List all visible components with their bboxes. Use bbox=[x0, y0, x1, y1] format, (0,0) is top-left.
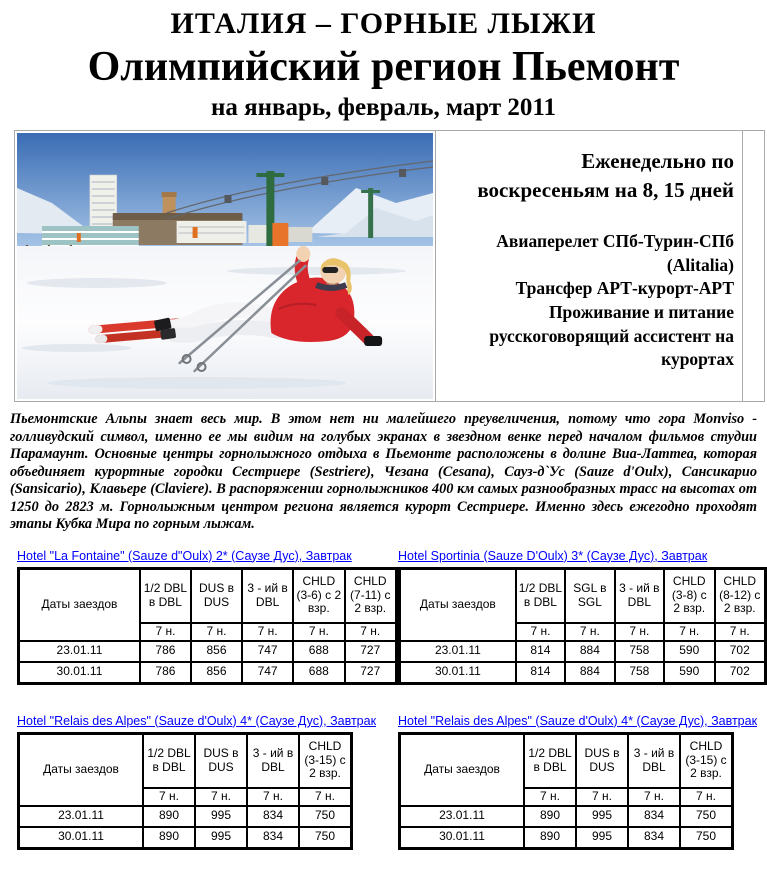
price-cell: 786 bbox=[140, 641, 191, 662]
duration-cell: 7 н. bbox=[680, 788, 733, 806]
room-type-header: CHLD (3-15) с 2 взр. bbox=[299, 733, 352, 788]
price-cell: 890 bbox=[143, 827, 195, 849]
price-cell: 834 bbox=[247, 827, 299, 849]
hotel-link-sportinia[interactable]: Hotel Sportinia (Sauze D'Oulx) 3* (Саузе Дус), Завтрак bbox=[398, 548, 708, 563]
price-cell: 890 bbox=[524, 806, 576, 827]
table-block-sportinia bbox=[398, 547, 767, 685]
table-row bbox=[400, 806, 733, 827]
offer-accommodation: Проживание и питание bbox=[548, 302, 734, 322]
duration-cell: 7 н. bbox=[664, 623, 714, 641]
hotel-link-relais-2[interactable]: Hotel "Relais des Alpes" (Sauze d'Oulx) 4* (Саузе Дус), Завтрак bbox=[398, 713, 758, 728]
table-row bbox=[400, 662, 766, 684]
offer-flight: Авиаперелет СПб-Турин-СПб (Alitalia) bbox=[496, 231, 734, 275]
hero-spacer bbox=[743, 131, 764, 401]
offer-weekly: Еженедельно по воскресеньям на 8, 15 дней bbox=[477, 149, 734, 202]
duration-cell: 7 н. bbox=[615, 623, 664, 641]
price-table-sportinia bbox=[398, 567, 767, 685]
price-cell: 890 bbox=[143, 806, 195, 827]
price-cell: 688 bbox=[293, 641, 344, 662]
price-cell: 727 bbox=[345, 662, 397, 684]
date-cell: 30.01.11 bbox=[19, 827, 144, 849]
price-cell: 834 bbox=[628, 827, 680, 849]
price-table-relais-2 bbox=[398, 732, 734, 850]
page-subtitle: Олимпийский регион Пьемонт bbox=[87, 43, 680, 90]
dates-header-cell: Даты заездов bbox=[400, 733, 525, 806]
price-cell: 814 bbox=[516, 641, 565, 662]
price-cell: 590 bbox=[664, 662, 714, 684]
price-cell: 884 bbox=[565, 641, 614, 662]
duration-cell: 7 н. bbox=[195, 788, 247, 806]
hotel-link-relais-1[interactable]: Hotel "Relais des Alpes" (Sauze d'Oulx) 4* (Саузе Дус), Завтрак bbox=[17, 713, 377, 728]
duration-cell: 7 н. bbox=[715, 623, 766, 641]
table-row bbox=[19, 827, 352, 849]
duration-cell: 7 н. bbox=[565, 623, 614, 641]
offer-transfer: Трансфер АРТ-курорт-АРТ bbox=[515, 278, 734, 299]
price-cell: 995 bbox=[576, 806, 628, 827]
page-period: на январь, февраль, март 2011 bbox=[210, 93, 557, 121]
price-cell: 856 bbox=[191, 662, 242, 684]
date-cell: 30.01.11 bbox=[400, 827, 525, 849]
room-type-header: CHLD (7-11) с 2 взр. bbox=[345, 568, 397, 623]
room-type-header: 3 - ий в DBL bbox=[242, 568, 293, 623]
duration-cell: 7 н. bbox=[191, 623, 242, 641]
dates-header-cell: Даты заездов bbox=[400, 568, 516, 641]
room-type-header: 3 - ий в DBL bbox=[615, 568, 664, 623]
duration-cell: 7 н. bbox=[628, 788, 680, 806]
room-type-header: DUS в DUS bbox=[195, 733, 247, 788]
price-cell: 750 bbox=[299, 827, 352, 849]
duration-cell: 7 н. bbox=[143, 788, 195, 806]
intro-paragraph: Пьемонтские Альпы знает весь мир. В этом нет ни малейшего преувеличения, потому что гора Monviso - голливудский символ, именно ее мы видим на голубых экранах в звездном венке перед началом фильмов студии Парамаунт. Основные центры горнолыжного отдыха в Пьемонте расположены в долине Виа-Латтеа, которая объединяет курортные городки Сестриере (Sestriere), Чезана (Cesana), Сауз-д`Ус (Sauze d'Oulx), Сансикарио (Sansicario), Клавьере (Claviere). В распоряжении горнолыжников 400 км самых разнообразных трасс на высотах от 1250 до 2823 м. Горнолыжным центром региона является курорт Сестриере. Именно здесь ежегодно проходят этапы Кубка Мира по горным лыжам. bbox=[10, 411, 757, 533]
price-cell: 750 bbox=[680, 827, 733, 849]
date-cell: 23.01.11 bbox=[19, 641, 140, 662]
price-table-la-fontaine bbox=[17, 567, 398, 685]
duration-cell: 7 н. bbox=[516, 623, 565, 641]
price-cell: 758 bbox=[615, 641, 664, 662]
price-cell: 750 bbox=[299, 806, 352, 827]
offer-text-block bbox=[436, 131, 743, 401]
price-cell: 747 bbox=[242, 662, 293, 684]
price-cell: 995 bbox=[195, 827, 247, 849]
price-tables-section bbox=[0, 547, 767, 850]
table-row bbox=[19, 806, 352, 827]
room-type-header: CHLD (3-6) с 2 взр. bbox=[293, 568, 344, 623]
duration-cell: 7 н. bbox=[247, 788, 299, 806]
date-cell: 23.01.11 bbox=[400, 806, 525, 827]
duration-cell: 7 н. bbox=[293, 623, 344, 641]
price-cell: 856 bbox=[191, 641, 242, 662]
room-type-header: 1/2 DBL в DBL bbox=[524, 733, 576, 788]
table-row bbox=[400, 827, 733, 849]
price-cell: 747 bbox=[242, 641, 293, 662]
tables-row-1 bbox=[17, 547, 767, 685]
resort-photo bbox=[15, 131, 436, 401]
table-block-la-fontaine bbox=[17, 547, 398, 685]
price-cell: 758 bbox=[615, 662, 664, 684]
room-type-header: 3 - ий в DBL bbox=[628, 733, 680, 788]
room-type-header: CHLD (3-15) с 2 взр. bbox=[680, 733, 733, 788]
price-cell: 688 bbox=[293, 662, 344, 684]
duration-cell: 7 н. bbox=[524, 788, 576, 806]
date-cell: 23.01.11 bbox=[400, 641, 516, 662]
date-cell: 30.01.11 bbox=[400, 662, 516, 684]
price-cell: 786 bbox=[140, 662, 191, 684]
dates-header-cell: Даты заездов bbox=[19, 733, 144, 806]
hotel-link-la-fontaine[interactable]: Hotel "La Fontaine" (Sauze d"Oulx) 2* (Саузе Дус), Завтрак bbox=[17, 548, 352, 563]
table-block-relais-2 bbox=[398, 712, 767, 850]
offer-assistant: русскоговорящий ассистент на курортах bbox=[489, 325, 734, 370]
price-cell: 834 bbox=[247, 806, 299, 827]
page-title: ИТАЛИЯ – ГОРНЫЕ ЛЫЖИ bbox=[170, 7, 597, 40]
room-type-header: DUS в DUS bbox=[576, 733, 628, 788]
duration-cell: 7 н. bbox=[576, 788, 628, 806]
room-type-header: 1/2 DBL в DBL bbox=[140, 568, 191, 623]
price-cell: 702 bbox=[715, 662, 766, 684]
duration-cell: 7 н. bbox=[242, 623, 293, 641]
duration-cell: 7 н. bbox=[345, 623, 397, 641]
document-header bbox=[0, 7, 767, 122]
room-type-header: 1/2 DBL в DBL bbox=[516, 568, 565, 623]
room-type-header: CHLD (8-12) с 2 взр. bbox=[715, 568, 766, 623]
duration-cell: 7 н. bbox=[299, 788, 352, 806]
price-cell: 995 bbox=[576, 827, 628, 849]
price-cell: 590 bbox=[664, 641, 714, 662]
price-cell: 890 bbox=[524, 827, 576, 849]
room-type-header: SGL в SGL bbox=[565, 568, 614, 623]
dates-header-cell: Даты заездов bbox=[19, 568, 140, 641]
price-cell: 814 bbox=[516, 662, 565, 684]
date-cell: 30.01.11 bbox=[19, 662, 140, 684]
room-type-header: DUS в DUS bbox=[191, 568, 242, 623]
hero-section bbox=[14, 130, 765, 402]
price-cell: 702 bbox=[715, 641, 766, 662]
skier-photo-illustration bbox=[17, 133, 433, 399]
table-row bbox=[19, 662, 397, 684]
date-cell: 23.01.11 bbox=[19, 806, 144, 827]
price-table-relais-1 bbox=[17, 732, 353, 850]
price-cell: 727 bbox=[345, 641, 397, 662]
room-type-header: CHLD (3-8) с 2 взр. bbox=[664, 568, 714, 623]
price-cell: 995 bbox=[195, 806, 247, 827]
price-cell: 834 bbox=[628, 806, 680, 827]
price-cell: 884 bbox=[565, 662, 614, 684]
table-row bbox=[19, 641, 397, 662]
table-row bbox=[400, 641, 766, 662]
duration-cell: 7 н. bbox=[140, 623, 191, 641]
room-type-header: 3 - ий в DBL bbox=[247, 733, 299, 788]
price-cell: 750 bbox=[680, 806, 733, 827]
tables-row-2 bbox=[17, 712, 767, 850]
table-block-relais-1 bbox=[17, 712, 398, 850]
room-type-header: 1/2 DBL в DBL bbox=[143, 733, 195, 788]
